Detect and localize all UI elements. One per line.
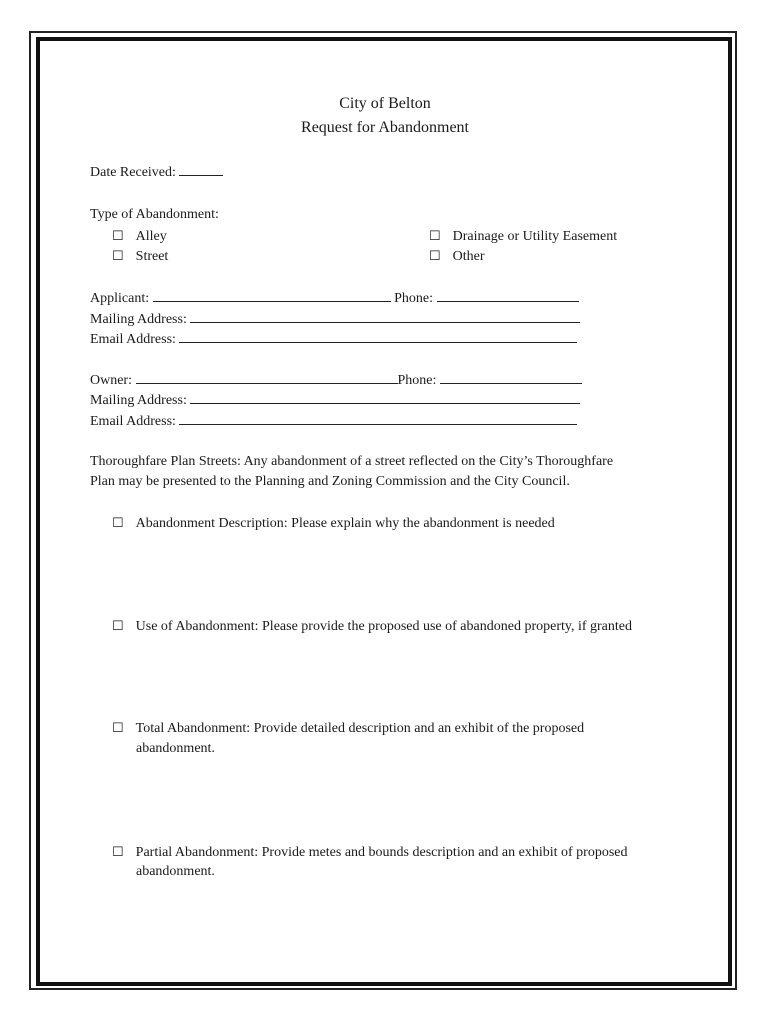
checkbox-icon[interactable]: ☐ [112,844,124,859]
checkbox-icon[interactable]: ☐ [429,228,441,243]
item-total-abandonment-cont: abandonment. [136,741,215,756]
option-street[interactable] [112,248,168,265]
option-label: Alley [135,229,167,244]
type-label: Type of Abandonment: [90,207,219,222]
applicant-phone-field[interactable] [437,289,579,302]
applicant-phone-label: Phone: [394,291,433,306]
applicant-label: Applicant: [90,291,150,306]
owner-row [90,371,582,389]
item-total-abandonment [112,720,584,737]
owner-field[interactable] [136,371,398,384]
option-label: Drainage or Utility Easement [452,229,618,244]
email-label: Email Address: [90,332,176,347]
option-alley[interactable] [112,228,167,245]
item-text: Use of Abandonment: Please provide the proposed use of abandoned property, if granted [135,619,632,634]
mailing-label: Mailing Address: [90,393,187,408]
checkbox-icon[interactable]: ☐ [112,515,124,530]
item-use-of-abandonment [112,618,632,635]
option-label: Street [135,249,169,264]
item-abandonment-description [112,515,555,532]
city-title: City of Belton [339,95,431,112]
item-partial-abandonment-cont: abandonment. [136,864,215,879]
owner-label: Owner: [90,373,132,388]
item-text: Partial Abandonment: Provide metes and bounds description and an exhibit of proposed [135,845,628,860]
form-title: Request for Abandonment [301,119,469,136]
date-received [90,163,223,181]
email-label: Email Address: [90,414,176,429]
applicant-field[interactable] [153,289,391,302]
mailing-label: Mailing Address: [90,312,187,327]
date-received-field[interactable] [179,163,223,176]
option-drainage[interactable] [429,228,617,245]
checkbox-icon[interactable]: ☐ [112,618,124,633]
owner-email-row [90,412,577,430]
applicant-mailing-row [90,310,580,328]
option-label: Other [452,249,485,264]
checkbox-icon[interactable]: ☐ [429,248,441,263]
owner-phone-field[interactable] [440,371,582,384]
owner-mailing-row [90,391,580,409]
option-other[interactable] [429,248,485,265]
item-text: Total Abandonment: Provide detailed description and an exhibit of the proposed [135,721,585,736]
item-text: Abandonment Description: Please explain why the abandonment is needed [135,516,555,531]
owner-phone-label: Phone: [397,373,437,388]
applicant-row [90,289,579,307]
thoroughfare-note-line-1: Thoroughfare Plan Streets: Any abandonment of a street reflected on the City’s Thoroughfare [90,454,614,469]
item-partial-abandonment [112,844,628,861]
thoroughfare-note-line-2: Plan may be presented to the Planning and Zoning Commission and the City Council. [90,474,570,489]
applicant-mailing-field[interactable] [190,310,580,323]
applicant-email-field[interactable] [179,330,577,343]
date-received-label: Date Received: [90,165,176,180]
owner-email-field[interactable] [179,412,577,425]
owner-mailing-field[interactable] [190,391,580,404]
checkbox-icon[interactable]: ☐ [112,228,124,243]
applicant-email-row [90,330,577,348]
checkbox-icon[interactable]: ☐ [112,248,124,263]
checkbox-icon[interactable]: ☐ [112,720,124,735]
